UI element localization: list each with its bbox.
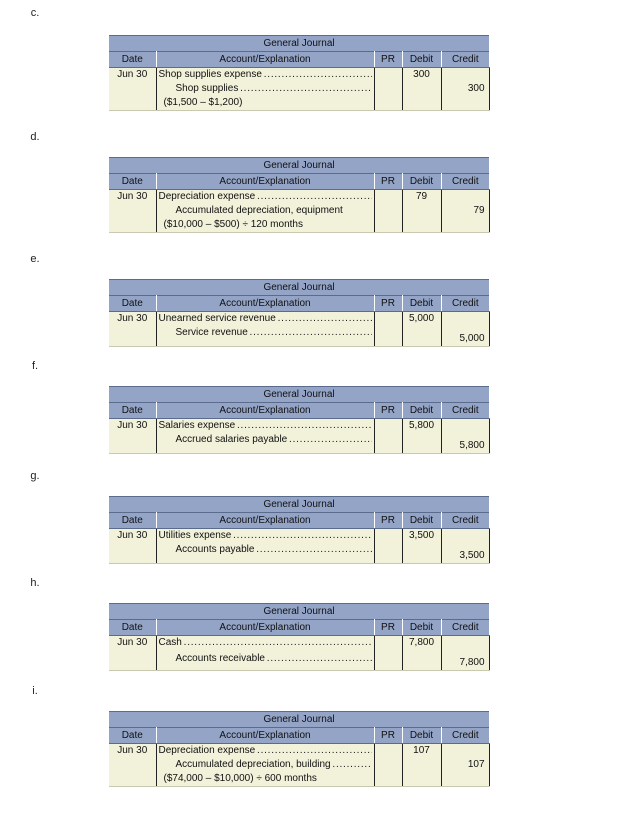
explanation-row [109,96,489,111]
entry-letter-c: c. [30,7,40,19]
entry-letter-e: e. [30,253,40,265]
entry-letter-i: i. [32,685,38,697]
journal-table-h [109,603,490,671]
debit-row [109,190,489,205]
debit-amount: 300 [402,68,441,83]
credit-header: Credit [441,403,489,419]
date-header: Date [109,403,156,419]
credit-row [109,204,489,218]
debit-amount: 107 [402,744,441,759]
credit-account: Accumulated depreciation, building . . . [159,758,372,772]
entry-letter-f: f. [31,360,39,372]
journal-title: General Journal [109,387,489,403]
debit-header: Debit [402,174,441,190]
credit-row [109,326,489,347]
date-header: Date [109,620,156,636]
credit-row [109,543,489,564]
debit-account: Depreciation expense . . . [159,744,372,758]
credit-amount: 79 [441,204,489,218]
journal-table-i [109,711,490,787]
pr-header: PR [374,296,402,312]
credit-header: Credit [441,52,489,68]
entry-date: Jun 30 [109,419,156,434]
journal-title: General Journal [109,36,489,52]
entry-date: Jun 30 [109,312,156,327]
debit-account: Cash . . . [159,636,372,650]
credit-account: Accounts payable . . . [159,543,372,557]
entry-date: Jun 30 [109,529,156,544]
debit-account: Unearned service revenue . . . [159,312,372,326]
debit-account: Shop supplies expense . . . [159,68,372,82]
debit-row [109,636,489,651]
credit-account: Service revenue . . . [159,326,372,340]
credit-header: Credit [441,174,489,190]
credit-row [109,758,489,772]
account-header: Account/Explanation [156,296,374,312]
journal-table-e [109,279,490,347]
journal-table-d [109,157,490,233]
pr-header: PR [374,52,402,68]
credit-row [109,82,489,96]
explanation-text: ($74,000 – $10,000) ÷ 600 months [163,773,317,784]
credit-amount: 107 [441,758,489,772]
debit-header: Debit [402,52,441,68]
pr-header: PR [374,620,402,636]
account-header: Account/Explanation [156,620,374,636]
debit-row [109,68,489,83]
credit-amount: 5,800 [441,433,489,454]
debit-header: Debit [402,513,441,529]
debit-row [109,312,489,327]
journal-table-c [109,35,490,111]
credit-row [109,433,489,454]
journal-title: General Journal [109,712,489,728]
entry-letter-d: d. [30,131,40,143]
pr-header: PR [374,403,402,419]
date-header: Date [109,296,156,312]
account-header: Account/Explanation [156,403,374,419]
credit-amount: 5,000 [441,326,489,347]
pr-header: PR [374,174,402,190]
debit-account: Salaries expense . . . [159,419,372,433]
entry-date: Jun 30 [109,68,156,83]
debit-header: Debit [402,620,441,636]
credit-amount: 7,800 [441,650,489,671]
debit-row [109,419,489,434]
explanation-text: ($10,000 – $500) ÷ 120 months [163,219,303,230]
entry-letter-h: h. [30,577,40,589]
debit-row [109,529,489,544]
debit-header: Debit [402,296,441,312]
credit-amount: 3,500 [441,543,489,564]
debit-amount: 5,800 [402,419,441,434]
date-header: Date [109,513,156,529]
explanation-row [109,772,489,787]
journal-title: General Journal [109,497,489,513]
debit-amount: 79 [402,190,441,205]
date-header: Date [109,728,156,744]
explanation-row [109,218,489,233]
credit-account: Shop supplies . . . [159,82,372,96]
credit-header: Credit [441,296,489,312]
debit-amount: 3,500 [402,529,441,544]
account-header: Account/Explanation [156,174,374,190]
pr-header: PR [374,728,402,744]
entry-date: Jun 30 [109,190,156,205]
journal-table-f [109,386,490,454]
debit-amount: 5,000 [402,312,441,327]
credit-header: Credit [441,620,489,636]
entry-date: Jun 30 [109,636,156,651]
account-header: Account/Explanation [156,513,374,529]
explanation-text: ($1,500 – $1,200) [163,97,243,108]
credit-amount: 300 [441,82,489,96]
account-header: Account/Explanation [156,52,374,68]
date-header: Date [109,174,156,190]
debit-account: Utilities expense . . . [159,529,372,543]
credit-account: Accrued salaries payable . . . [159,433,372,447]
account-header: Account/Explanation [156,728,374,744]
debit-header: Debit [402,403,441,419]
pr-header: PR [374,513,402,529]
journal-title: General Journal [109,604,489,620]
date-header: Date [109,52,156,68]
debit-amount: 7,800 [402,636,441,651]
journal-title: General Journal [109,280,489,296]
debit-header: Debit [402,728,441,744]
credit-account: Accounts receivable . . . [159,652,372,666]
journal-table-g [109,496,490,564]
credit-header: Credit [441,728,489,744]
debit-account: Depreciation expense . . . [159,190,372,204]
journal-title: General Journal [109,158,489,174]
credit-header: Credit [441,513,489,529]
credit-row [109,650,489,671]
entry-date: Jun 30 [109,744,156,759]
debit-row [109,744,489,759]
credit-account: Accumulated depreciation, equipment [175,205,343,216]
entry-letter-g: g. [30,470,40,482]
